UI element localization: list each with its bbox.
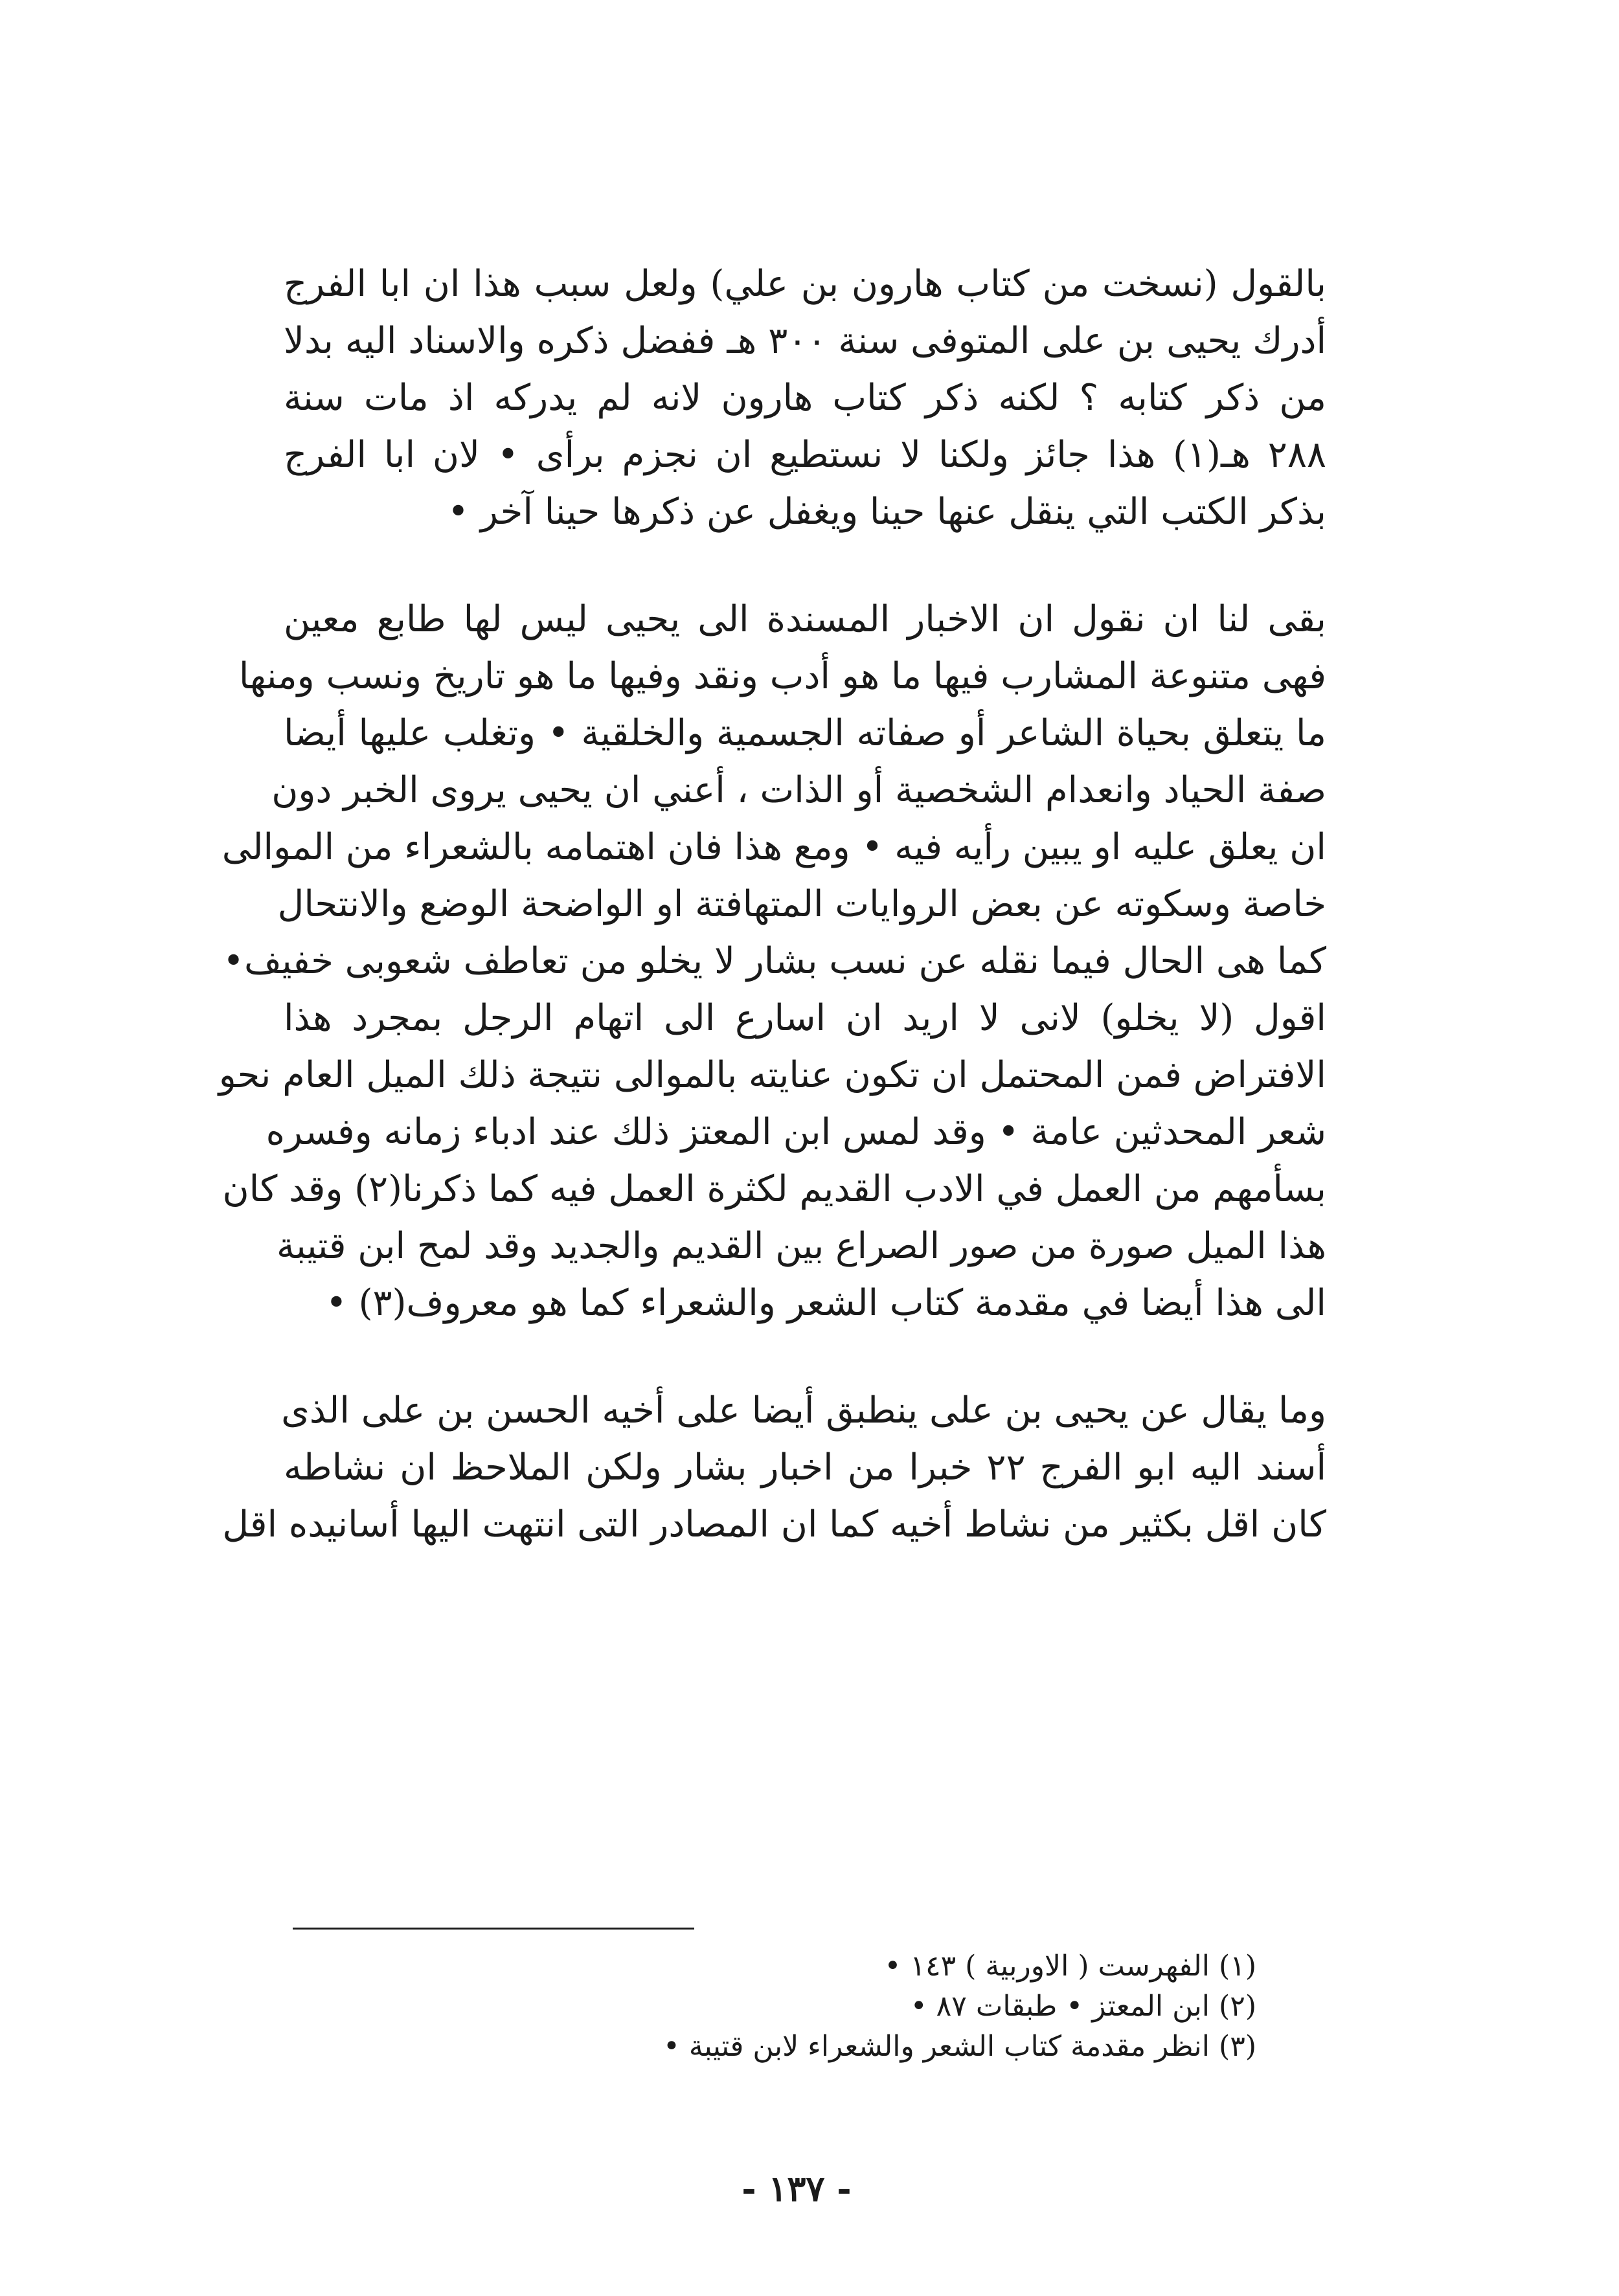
- main-text: [218, 256, 1327, 1553]
- text-line: كما هى الحال فيما نقله عن نسب بشار لا يخلو من تعاطف شعوبى خفيف•: [223, 940, 1326, 982]
- paragraph: [284, 256, 1326, 541]
- text-line: من ذكر كتابه ؟ لكنه ذكر كتاب هارون لانه لم يدركه اذ مات سنة: [284, 377, 1326, 419]
- footnote: (١) الفهرست ( الاوربية ) ١٤٣ •: [884, 1950, 1256, 1983]
- text-line: ما يتعلق بحياة الشاعر أو صفاته الجسمية والخلقية • وتغلب عليها أيضا: [284, 712, 1326, 754]
- paragraph: [218, 591, 1326, 1332]
- text-line: خاصة وسكوته عن بعض الروايات المتهافتة او الواضحة الوضع والانتحال: [277, 883, 1326, 925]
- text-line: بالقول (نسخت من كتاب هارون بن علي) ولعل سبب هذا ان ابا الفرج: [284, 263, 1326, 305]
- text-line: وما يقال عن يحيى بن على ينطبق أيضا على أخيه الحسن بن على الذى: [281, 1390, 1326, 1432]
- footnote: (٣) انظر مقدمة كتاب الشعر والشعراء لابن قتيبة •: [662, 2030, 1256, 2063]
- text-line: أدرك يحيى بن على المتوفى سنة ٣٠٠ هـ ففضل ذكره والاسناد اليه بدلا: [284, 320, 1326, 362]
- text-line: ان يعلق عليه او يبين رأيه فيه • ومع هذا فان اهتمامه بالشعراء من الموالى: [221, 826, 1326, 868]
- text-line: كان اقل بكثير من نشاط أخيه كما ان المصادر التى انتهت اليها أسانيده اقل: [222, 1503, 1326, 1546]
- page-number: - ١٣٧ -: [742, 2168, 852, 2209]
- text-line: ٢٨٨ هـ(١) هذا جائز ولكنا لا نستطيع ان نجزم برأى • لان ابا الفرج: [284, 434, 1326, 476]
- paragraph: [222, 1382, 1327, 1553]
- text-line: شعر المحدثين عامة • وقد لمس ابن المعتز ذلك عند ادباء زمانه وفسره: [266, 1111, 1326, 1153]
- text-line: اقول (لا يخلو) لانى لا اريد ان اسارع الى اتهام الرجل بمجرد هذا: [284, 997, 1326, 1039]
- text-line: بسأمهم من العمل في الادب القديم لكثرة العمل فيه كما ذكرنا(٢) وقد كان: [222, 1168, 1326, 1210]
- text-line: الافتراض فمن المحتمل ان تكون عنايته بالموالى نتيجة ذلك الميل العام نحو: [218, 1054, 1326, 1096]
- text-line: بذكر الكتب التي ينقل عنها حينا ويغفل عن ذكرها حينا آخر •: [447, 491, 1326, 533]
- text-line: صفة الحياد وانعدام الشخصية أو الذات ، أعني ان يحيى يروى الخبر دون: [271, 769, 1326, 811]
- text-line: الى هذا أيضا في مقدمة كتاب الشعر والشعراء كما هو معروف(٣) •: [325, 1282, 1326, 1324]
- text-line: هذا الميل صورة من صور الصراع بين القديم والجديد وقد لمح ابن قتيبة: [276, 1225, 1326, 1267]
- footnotes: [479, 1946, 1256, 2067]
- text-line: بقى لنا ان نقول ان الاخبار المسندة الى يحيى ليس لها طابع معين: [284, 598, 1326, 640]
- text-line: أسند اليه ابو الفرج ٢٢ خبرا من اخبار بشار ولكن الملاحظ ان نشاطه: [284, 1446, 1327, 1489]
- text-line: فهى متنوعة المشارب فيها ما هو أدب ونقد وفيها ما هو تاريخ ونسب ومنها: [238, 655, 1326, 697]
- footnote-separator: [293, 1928, 694, 1930]
- footnote: (٢) ابن المعتز • طبقات ٨٧ •: [910, 1990, 1256, 2023]
